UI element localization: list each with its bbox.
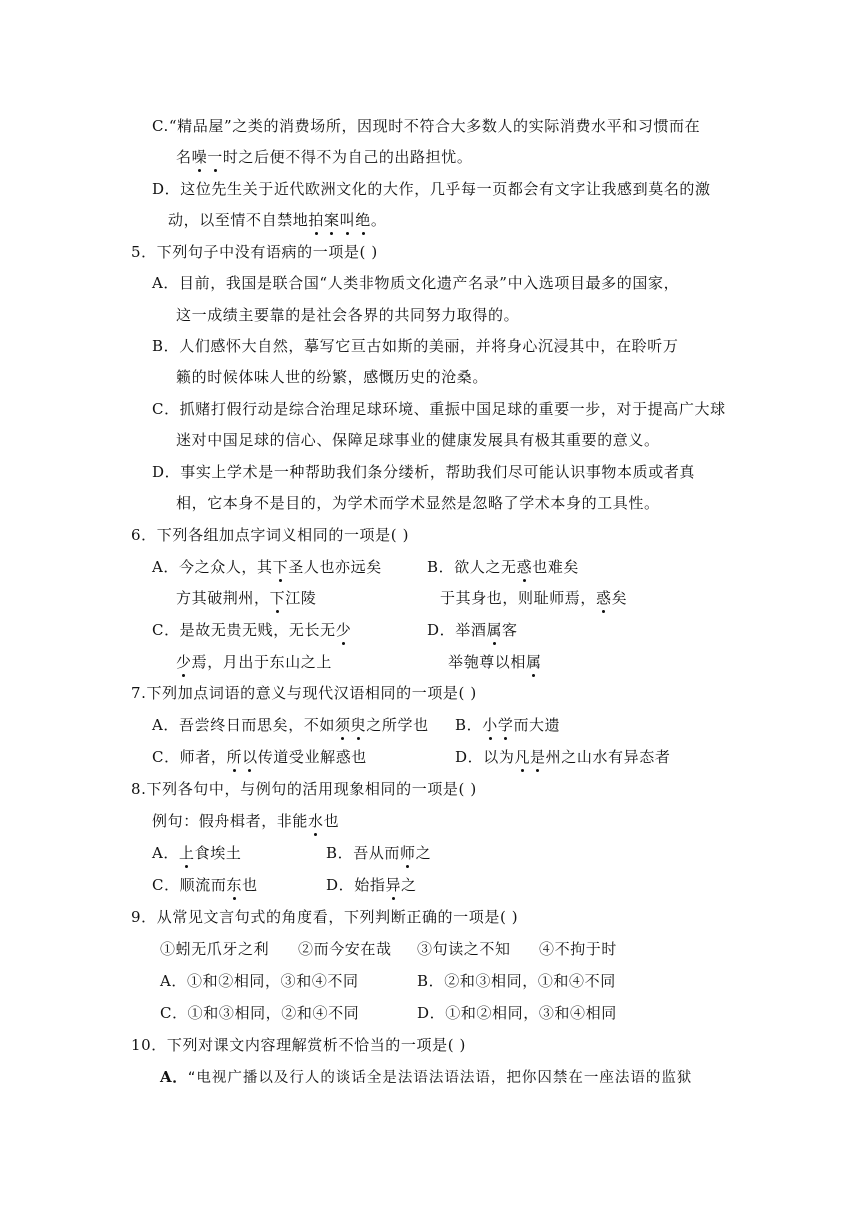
q7-option-c: C．师者，所以传道受业解惑也 — [152, 748, 367, 766]
q5-stem: 5．下列句子中没有语病的一项是( ) — [131, 243, 378, 261]
q9-sentence-2: ②而今安在哉 — [298, 940, 392, 958]
q6-stem: 6．下列各组加点字词义相同的一项是( ) — [131, 526, 410, 544]
q6-option-c-line1: C．是故无贵无贱，无长无少 — [152, 621, 352, 639]
q5-option-a-line2: 这一成绩主要靠的是社会各界的共同努力取得的。 — [176, 306, 520, 324]
q10-stem: 10．下列对课文内容理解赏析不恰当的一项是( ) — [131, 1036, 466, 1054]
emphasis-char: 小 — [482, 716, 498, 734]
q5-option-d-line2: 相，它本身不是目的，为学术而学术显然是忽略了学术本身的工具性。 — [176, 494, 660, 512]
q6-option-b-line1: B．欲人之无惑也难矣 — [427, 558, 580, 576]
emphasis-char: 绝 — [355, 211, 371, 229]
q6-option-a-line2: 方其破荆州，下江陵 — [176, 589, 317, 607]
q9-stem: 9．从常见文言句式的角度看，下列判断正确的一项是( ) — [131, 908, 519, 926]
q9-sentence-4: ④不拘于时 — [539, 940, 618, 958]
emphasis-char: 少 — [335, 621, 352, 639]
q4-option-d-line1: D．这位先生关于近代欧洲文化的大作，几乎每一页都会有文字让我感到莫名的激 — [152, 180, 711, 198]
q9-sentence-1: ①蚓无爪牙之利 — [160, 940, 270, 958]
q8-option-d: D．始指异之 — [326, 876, 417, 894]
q6-option-d-line2: 举匏尊以相属 — [448, 653, 542, 671]
q4-option-c-line1: C.“精品屋”之类的消费场所，因现时不符合大多数人的实际消费水平和习惯而在 — [152, 117, 701, 135]
emphasis-char: 惑 — [596, 589, 612, 607]
q5-option-b-line2: 籁的时候体味人世的纷繁，感慨历史的沧桑。 — [176, 368, 489, 386]
q9-option-d: D．①和②相同，③和④相同 — [417, 1004, 617, 1022]
emphasis-char: 下 — [272, 558, 289, 576]
emphasis-char: 凡 — [514, 748, 531, 766]
q7-option-b: B．小学而大遗 — [455, 716, 561, 734]
q8-stem: 8.下列各句中，与例句的活用现象相同的一项是( ) — [131, 780, 477, 798]
emphasis-char: 惑 — [516, 558, 533, 576]
emphasis-char: 异 — [385, 876, 402, 894]
q9-option-a: A．①和②相同，③和④不同 — [160, 972, 359, 990]
q5-option-c-line1: C．抓赌打假行动是综合治理足球环境、重振中国足球的重要一步，对于提高广大球 — [152, 400, 726, 418]
emphasis-char: 臾 — [350, 716, 367, 734]
emphasis-char: 是 — [530, 748, 546, 766]
q6-option-a-line1: A．今之众人，其下圣人也亦远矣 — [152, 558, 382, 576]
q7-option-d: D．以为凡是州之山水有异态者 — [455, 748, 671, 766]
q5-option-c-line2: 迷对中国足球的信心、保障足球事业的健康发展具有极其重要的意义。 — [176, 431, 660, 449]
q6-option-c-line2: 少焉，月出于东山之上 — [176, 653, 333, 671]
q8-option-c: C．顺流而东也 — [152, 876, 258, 894]
q9-option-b: B．②和③相同，①和④不同 — [417, 972, 616, 990]
emphasis-char: 东 — [226, 876, 243, 894]
emphasis-char: 以 — [242, 748, 258, 766]
emphasis-char: 师 — [400, 844, 416, 862]
q5-option-a-line1: A．目前，我国是联合国“人类非物质文化遗产名录”中入选项目最多的国家， — [152, 274, 680, 292]
q9-option-c: C．①和③相同，②和④不同 — [160, 1004, 360, 1022]
q5-option-d-line1: D．事实上学术是一种帮助我们条分缕析，帮助我们尽可能认识事物本质或者真 — [152, 463, 696, 481]
q8-example: 例句：假舟楫者，非能水也 — [152, 812, 340, 830]
emphasis-char: 噪 — [191, 148, 208, 166]
emphasis-char: 叫 — [339, 211, 356, 229]
q8-option-b: B．吾从而师之 — [326, 844, 432, 862]
emphasis-char: 须 — [335, 716, 351, 734]
emphasis-char: 所 — [226, 748, 243, 766]
q5-option-b-line1: B．人们感怀大自然，摹写它亘古如斯的美丽，并将身心沉浸其中，在聆听万 — [152, 337, 679, 355]
emphasis-char: 少 — [176, 653, 192, 671]
q7-option-a: A．吾尝终日而思矣，不如须臾之所学也 — [152, 716, 429, 734]
emphasis-char: 案 — [324, 211, 340, 229]
q9-sentence-3: ③句读之不知 — [417, 940, 511, 958]
emphasis-char: 属 — [486, 621, 503, 639]
q4-option-d-line2: 动，以至情不自禁地拍案叫绝。 — [168, 211, 387, 229]
emphasis-char: 上 — [179, 844, 195, 862]
q7-stem: 7.下列加点词语的意义与现代汉语相同的一项是( ) — [131, 684, 477, 702]
q6-option-d-line1: D．举酒属客 — [427, 621, 518, 639]
emphasis-char: 属 — [526, 653, 542, 671]
emphasis-char: 下 — [269, 589, 286, 607]
emphasis-char: 学 — [497, 716, 514, 734]
emphasis-char: 拍 — [308, 211, 325, 229]
q8-option-a: A．上食埃土 — [152, 844, 242, 862]
q6-option-b-line2: 于其身也，则耻师焉，惑矣 — [440, 589, 628, 607]
emphasis-char: 水 — [308, 812, 324, 830]
q10-option-a: A．“电视广播以及行人的谈话全是法语法语法语，把你囚禁在一座法语的监狱 — [160, 1068, 693, 1086]
q4-option-c-line2: 名噪一时之后便不得不为自己的出路担忧。 — [176, 148, 473, 166]
emphasis-char: 一 — [207, 148, 223, 166]
